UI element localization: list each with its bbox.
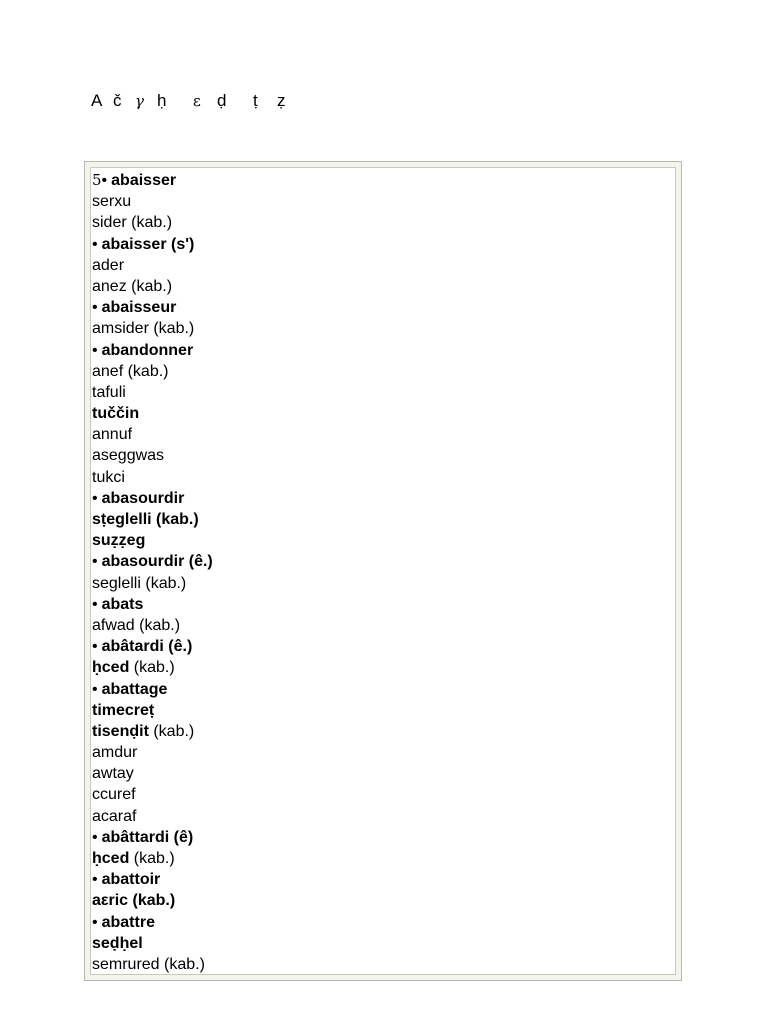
headword-text: abasourdir (ê.): [101, 553, 213, 571]
entry-headword: [92, 297, 675, 318]
bullet-icon: •: [92, 828, 98, 846]
entry-headword: [92, 234, 675, 255]
translation-line: sṭeglelli (kab.): [92, 511, 199, 528]
entry-headword: [92, 340, 675, 361]
entry-headword: [92, 679, 675, 700]
translation-suffix: (kab.): [129, 850, 175, 867]
translation-suffix: (kab.): [148, 722, 195, 740]
translation-line: [92, 721, 675, 742]
translation-line: semrured (kab.): [92, 955, 205, 973]
translation-line: ccuref: [92, 786, 136, 804]
translation-line: tukci: [92, 468, 125, 486]
char-gamma: γ: [135, 92, 144, 110]
char-h-dot: ḥ: [157, 91, 167, 110]
translation-line: acaraf: [92, 807, 137, 825]
translation-line: seglelli (kab.): [92, 574, 187, 592]
headword-text: abattoir: [101, 871, 161, 889]
translation-line: tuččin: [92, 405, 140, 423]
entry-headword: [92, 869, 675, 890]
translation-word: ḥced: [92, 659, 130, 677]
translation-line: [92, 657, 675, 678]
translation-line: serxu: [92, 193, 132, 211]
headword-text: abaisser (s'): [101, 235, 195, 253]
headword-text: abattage: [101, 680, 168, 698]
translation-line: timecreṭ: [92, 701, 155, 719]
translation-line: anef (kab.): [92, 362, 169, 380]
translation-line: aseggwas: [92, 447, 165, 465]
bullet-icon: •: [92, 913, 98, 931]
dictionary-frame: [84, 161, 682, 981]
dictionary-entries: [90, 167, 676, 975]
translation-line: amsider (kab.): [92, 320, 195, 338]
translation-line: amdur: [92, 744, 138, 762]
bullet-icon: •: [101, 172, 108, 189]
bullet-icon: •: [92, 341, 98, 359]
bullet-icon: •: [92, 638, 98, 656]
translation-line: awtay: [92, 765, 134, 783]
translation-line: tafuli: [92, 383, 126, 401]
translation-line: afwad (kab.): [92, 616, 181, 634]
translation-line: [92, 848, 675, 869]
bullet-icon: •: [92, 553, 98, 571]
headword-text: abaisser: [111, 172, 177, 189]
char-c-caron: č: [113, 91, 122, 110]
translation-line: sider (kab.): [92, 214, 173, 232]
translation-line: suẓẓeg: [92, 532, 146, 550]
special-characters-row: [91, 90, 297, 112]
char-t-dot: ṭ: [253, 91, 258, 110]
bullet-icon: •: [92, 235, 98, 253]
bullet-icon: •: [92, 871, 98, 889]
headword-text: abâttardi (ê): [101, 828, 194, 846]
headword-text: abats: [101, 595, 144, 613]
entry-headword: [92, 170, 675, 191]
headword-text: abâtardi (ê.): [101, 638, 193, 656]
headword-text: abattre: [101, 913, 155, 931]
entry-headword: [92, 551, 675, 572]
translation-suffix: (kab.): [129, 659, 175, 677]
char-d-dot: ḍ: [217, 91, 227, 110]
bullet-icon: •: [92, 489, 98, 507]
translation-line: annuf: [92, 426, 133, 444]
bullet-icon: •: [92, 595, 98, 613]
entry-headword: [92, 912, 675, 933]
translation-line: anez (kab.): [92, 277, 173, 295]
char-epsilon: ε: [193, 92, 201, 110]
entry-headword: [92, 488, 675, 509]
entry-headword: [92, 827, 675, 848]
headword-text: abandonner: [101, 341, 194, 359]
translation-word: ḥced: [92, 850, 130, 867]
headword-text: abasourdir: [101, 489, 185, 507]
translation-word: tisenḍit: [92, 722, 149, 740]
translation-line: ader: [92, 256, 125, 274]
bullet-icon: •: [92, 299, 98, 317]
bullet-icon: •: [92, 680, 98, 698]
translation-line: seḍḥel: [92, 934, 143, 952]
entry-headword: [92, 636, 675, 657]
translation-line: aεric (kab.): [92, 892, 176, 910]
entry-headword: [92, 594, 675, 615]
headword-text: abaisseur: [101, 299, 177, 317]
char-a: A: [91, 91, 103, 110]
char-z-dot: ẓ: [277, 91, 286, 110]
entry-number: 5: [92, 171, 102, 189]
